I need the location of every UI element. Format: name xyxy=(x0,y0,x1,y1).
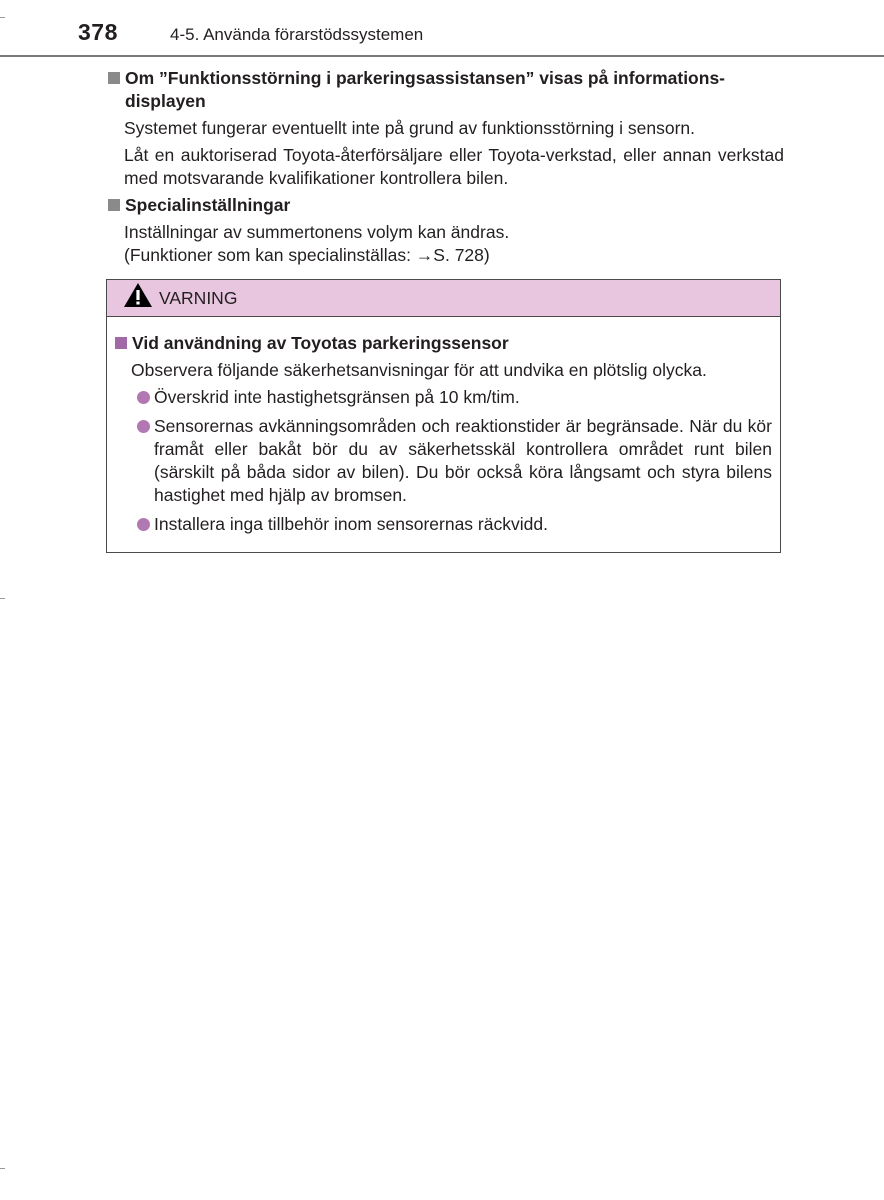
page-number: 378 xyxy=(78,19,118,45)
paragraph: Systemet fungerar eventuellt inte på grund av funktionsstörning i sensorn. xyxy=(124,118,696,138)
crop-mark xyxy=(0,598,5,599)
square-bullet-icon xyxy=(108,72,120,84)
warning-box xyxy=(106,279,781,553)
warning-body xyxy=(107,317,780,536)
square-bullet-icon xyxy=(108,199,120,211)
chapter-title: 4-5. Använda förarstödssystemen xyxy=(170,25,424,44)
crop-mark xyxy=(0,17,5,18)
bullet-dot-icon xyxy=(137,518,150,531)
section-heading xyxy=(106,67,784,113)
list-item xyxy=(135,513,772,536)
bullet-dot-icon xyxy=(137,391,150,404)
warning-heading xyxy=(113,332,772,355)
paragraph: Inställningar av summertonens volym kan ändras. xyxy=(124,222,510,242)
page-reference: (Funktioner som kan specialinställas: →S. 728) xyxy=(124,245,490,265)
section-heading-text: Specialinställningar xyxy=(125,195,291,215)
square-bullet-icon xyxy=(115,337,127,349)
paragraph: Låt en auktoriserad Toyota-återförsäljare eller Toyota-verkstad, eller annan verkstad med motsvarande kvalifikationer kontrollera bilen. xyxy=(124,145,784,188)
warning-header xyxy=(107,280,780,317)
list-item-text: Överskrid inte hastighetsgränsen på 10 km/tim. xyxy=(154,387,520,407)
list-item xyxy=(135,415,772,507)
warning-label: VARNING xyxy=(159,287,238,308)
list-item xyxy=(135,386,772,409)
warning-triangle-icon xyxy=(123,282,153,314)
section-heading xyxy=(106,194,784,217)
crop-mark xyxy=(0,1168,5,1169)
list-item-text: Sensorernas avkänningsområden och reaktionstider är begränsade. När du kör framåt eller bakåt bör du av säkerhetsskäl kontrollera området runt bilen (särskilt på båda sidor av bilen). Du bör också köra långsamt och styra bilens hastighet med hjälp av bromsen. xyxy=(154,416,772,505)
section-malfunction xyxy=(106,67,784,190)
header-rule xyxy=(0,55,884,57)
warning-heading-text: Vid användning av Toyotas parkeringssensor xyxy=(132,333,509,353)
section-custom-settings xyxy=(106,194,784,267)
bullet-dot-icon xyxy=(137,420,150,433)
list-item-text: Installera inga tillbehör inom sensorernas räckvidd. xyxy=(154,514,548,534)
warning-intro: Observera följande säkerhetsanvisningar för att undvika en plötslig olycka. xyxy=(131,360,707,380)
section-heading-text: Om ”Funktionsstörning i parkeringsassistansen” visas på informations-displayen xyxy=(125,68,725,111)
